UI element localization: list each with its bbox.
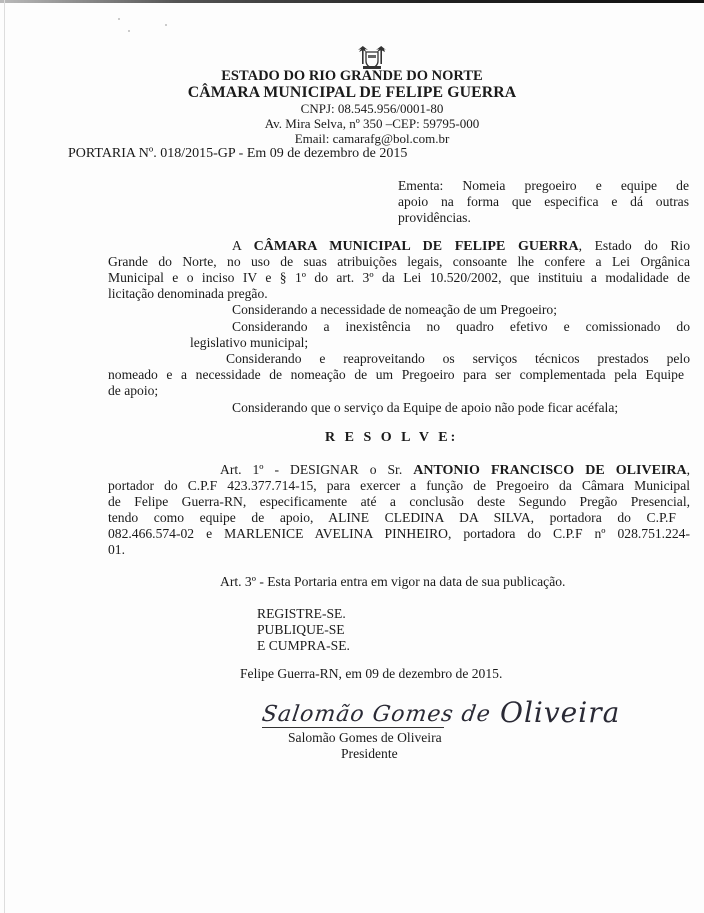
ementa-line: apoio na forma que especifica e dá outras xyxy=(398,194,689,209)
consideration-3-line3: de apoio; xyxy=(108,383,159,398)
portaria-number: PORTARIA Nº. 018/2015-GP - Em 09 de dezembro de 2015 xyxy=(68,146,408,161)
preamble-lead-suffix: , Estado do Rio xyxy=(578,238,691,253)
article-1-lead xyxy=(220,462,690,479)
preamble-line: Grande do Norte, no uso de suas atribuições legais, consoante lhe confere a Lei Orgânica xyxy=(108,254,690,269)
scan-speck xyxy=(128,30,130,32)
consideration-2-line1: Considerando a inexistência no quadro efetivo e comissionado do xyxy=(232,319,690,334)
email-text: Email: camarafg@bol.com.br xyxy=(294,131,450,146)
address-text: Av. Mira Selva, nº 350 –CEP: 59795-000 xyxy=(264,116,480,131)
article-1-line: 082.466.574-02 e MARLENICE AVELINA PINHEIRO, portadora do C.P.F nº 028.751.224- xyxy=(108,526,690,541)
state-heading: ESTADO DO RIO GRANDE DO NORTE xyxy=(221,68,483,84)
preamble-lead-prefix: A xyxy=(232,238,254,253)
closing-register: REGISTRE-SE. xyxy=(257,606,346,621)
preamble-lead xyxy=(232,238,690,255)
scan-top-edge xyxy=(0,0,704,3)
preamble-lead-institution: CÂMARA MUNICIPAL DE FELIPE GUERRA xyxy=(253,239,579,254)
article-3: Art. 3º - Esta Portaria entra em vigor na data de sua publicação. xyxy=(220,574,566,589)
cnpj-text: CNPJ: 08.545.956/0001-80 xyxy=(300,101,444,116)
article-1-line: 01. xyxy=(108,542,125,557)
signatory-title: Presidente xyxy=(341,746,398,761)
signature-line xyxy=(262,727,444,728)
article-1-line: tendo como equipe de apoio, ALINE CLEDINA DA SILVA, portadora do C.P.F xyxy=(108,510,676,525)
scan-speck xyxy=(118,18,120,20)
signatory-name: Salomão Gomes de Oliveira xyxy=(288,730,442,745)
institution-heading: CÂMARA MUNICIPAL DE FELIPE GUERRA xyxy=(187,84,517,101)
place-date: Felipe Guerra-RN, em 09 de dezembro de 2015. xyxy=(240,666,503,681)
appointee-name: ANTONIO FRANCISCO DE OLIVEIRA xyxy=(413,463,687,478)
consideration-2-line2: legislativo municipal; xyxy=(190,335,309,350)
ementa-block xyxy=(398,178,689,226)
handwritten-signature-part1: Salomão Gomes de xyxy=(260,702,493,727)
consideration-4: Considerando que o serviço da Equipe de apoio não pode ficar acéfala; xyxy=(232,400,619,415)
article-1-line: portador do C.P.F 423.377.714-15, para exercer a função de Pregoeiro da Câmara Municipal xyxy=(108,478,690,493)
consideration-1: Considerando a necessidade de nomeação de um Pregoeiro; xyxy=(232,302,558,317)
ementa-line: Ementa: Nomeia pregoeiro e equipe de xyxy=(398,178,689,193)
consideration-3-line1: Considerando e reaproveitando os serviços técnicos prestados pelo xyxy=(226,351,690,366)
closing-publish: PUBLIQUE-SE xyxy=(257,622,345,637)
preamble-line: licitação denominada pregão. xyxy=(108,286,268,301)
article-1-line: de Felipe Guerra-RN, especificamente até a conclusão deste Segundo Pregão Presencial, xyxy=(108,494,690,509)
scan-speck xyxy=(165,24,167,26)
preamble-line: Municipal e o inciso IV e § 1º do art. 3º da Lei 10.520/2002, que instituiu a modalidade de xyxy=(108,270,690,285)
article-1-prefix: Art. 1º - DESIGNAR o Sr. xyxy=(220,462,414,477)
closing-comply: E CUMPRA-SE. xyxy=(257,638,350,653)
article-1-suffix: , xyxy=(686,462,690,477)
consideration-3-line2: nomeado e a necessidade de nomeação de um Pregoeiro para ser complementada pela Equipe xyxy=(108,367,684,382)
ementa-line: providências. xyxy=(398,210,471,225)
handwritten-signature-part2: Oliveira xyxy=(500,696,621,729)
resolve-heading: R E S O L V E: xyxy=(325,430,459,445)
